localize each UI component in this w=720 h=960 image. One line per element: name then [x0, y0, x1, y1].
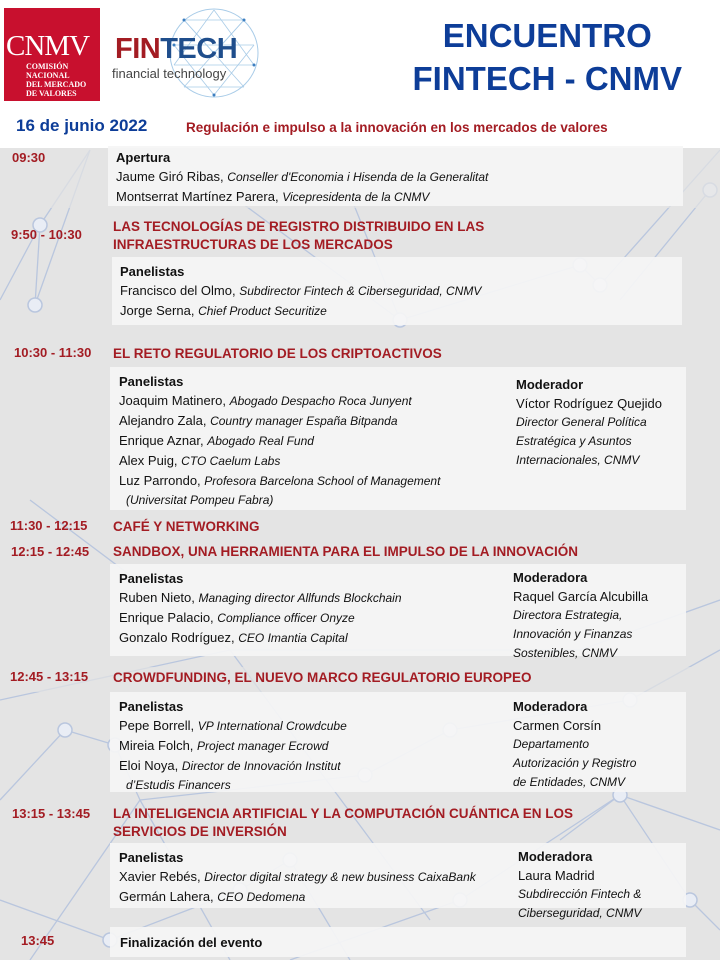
speaker-role: CEO Imantia Capital [238, 631, 348, 645]
moderator-role: Director General Política [516, 415, 647, 429]
session-title-line: INFRAESTRUCTURAS DE LOS MERCADOS [113, 237, 393, 252]
speaker [119, 867, 476, 887]
speaker-role: Abogado Real Fund [207, 434, 314, 448]
opening-panel [108, 146, 683, 206]
session-title-line: SERVICIOS DE INVERSIÓN [113, 824, 287, 839]
speaker [119, 887, 476, 907]
agenda-time: 12:15 - 12:45 [11, 544, 90, 559]
moderator-role: Innovación y Finanzas [513, 627, 633, 641]
moderator-label: Moderador [516, 377, 584, 392]
speaker-name: Jaume Giró Ribas, [116, 169, 224, 184]
agenda-time: 10:30 - 11:30 [14, 345, 92, 360]
speaker-role: CEO Dedomena [217, 890, 306, 904]
session-title [113, 805, 713, 841]
agenda-time: 13:45 [21, 933, 55, 948]
closing-box [110, 927, 686, 957]
session-title [113, 218, 673, 254]
cnmv-logo-line: COMISIÓN [26, 62, 69, 71]
panelists-box [110, 692, 686, 792]
panelists-label: Panelistas [119, 850, 184, 865]
agenda-time: 13:15 - 13:45 [12, 806, 91, 821]
cnmv-logo-line: NACIONAL [26, 71, 70, 80]
speaker-role: Abogado Despacho Roca Junyent [229, 394, 412, 408]
speaker-name: Pepe Borrell, [119, 718, 195, 733]
opening-title: Apertura [116, 150, 171, 165]
agenda-time: 12:45 - 13:15 [10, 669, 89, 684]
speaker-name: Alex Puig, [119, 453, 178, 468]
speaker-name: Montserrat Martínez Parera, [116, 189, 279, 204]
speaker-name: Enrique Aznar, [119, 433, 204, 448]
speaker [120, 301, 481, 321]
event-title-line2: FINTECH - CNMV [412, 60, 682, 97]
panelists-label: Panelistas [120, 264, 185, 279]
event-title-line1: ENCUENTRO [442, 17, 652, 54]
cnmv-logo-fullname [26, 62, 86, 98]
cnmv-logo-acronym: CNMV [6, 30, 90, 62]
event-title [413, 14, 682, 100]
speaker-name: Luz Parrondo, [119, 473, 201, 488]
speaker [119, 716, 347, 736]
speaker-role: CTO Caelum Labs [181, 454, 281, 468]
speaker [119, 411, 440, 431]
panelists-box [110, 564, 686, 660]
speaker-name: Germán Lahera, [119, 889, 214, 904]
panelists-label: Panelistas [119, 699, 184, 714]
speaker-name: Francisco del Olmo, [120, 283, 236, 298]
panelists-label: Panelistas [119, 571, 184, 586]
panelists-box [112, 257, 682, 325]
session-title: CROWDFUNDING, EL NUEVO MARCO REGULATORIO EUROPEO [113, 670, 532, 685]
speaker-role: Compliance officer Onyze [217, 611, 355, 625]
speaker-role: Managing director Allfunds Blockchain [198, 591, 402, 605]
speaker-role: Project manager Ecrowd [197, 739, 329, 753]
moderator-role: Ciberseguridad, CNMV [518, 906, 642, 920]
speaker-name: Gonzalo Rodríguez, [119, 630, 235, 645]
speaker-role: Chief Product Securitize [198, 304, 327, 318]
speaker-role: Director digital strategy & new business CaixaBank [204, 870, 476, 884]
moderator-label: Moderadora [513, 699, 588, 714]
speaker-role: Vicepresidenta de la CNMV [282, 190, 430, 204]
agenda-time: 9:50 - 10:30 [11, 227, 82, 242]
speaker-name: Mireia Folch, [119, 738, 194, 753]
speaker [119, 588, 402, 608]
event-date: 16 de junio 2022 [16, 116, 148, 135]
header [0, 0, 720, 148]
moderator-role: Estratégica y Asuntos [516, 434, 632, 448]
speaker-name: Joaquim Matinero, [119, 393, 226, 408]
moderator-box [513, 697, 683, 792]
speaker-role: Conseller d'Economia i Hisenda de la Generalitat [227, 170, 489, 184]
speaker-role: VP International Crowdcube [197, 719, 347, 733]
speaker [116, 187, 488, 207]
fintech-logo-subtitle: financial technology [112, 66, 227, 81]
speaker-role-continuation: (Universitat Pompeu Fabra) [126, 493, 274, 507]
cnmv-logo-line: DEL MERCADO [26, 80, 87, 89]
panelists-box [110, 843, 686, 920]
moderator-box [513, 568, 683, 663]
speaker-role-continuation: d’Estudis Financers [126, 778, 231, 792]
session-title-line: LA INTELIGENCIA ARTIFICIAL Y LA COMPUTACIÓN CUÁNTICA EN LOS [113, 806, 573, 821]
panelists-box [110, 367, 686, 510]
cnmv-logo [4, 8, 100, 101]
moderator-label: Moderadora [513, 570, 588, 585]
closing-title: Finalización del evento [120, 935, 263, 950]
speaker [119, 608, 402, 628]
speaker [119, 431, 440, 451]
speaker-name: Enrique Palacio, [119, 610, 214, 625]
speaker-role: Director de Innovación Institut [181, 759, 341, 773]
moderator-label: Moderadora [518, 849, 593, 864]
speaker-name: Ruben Nieto, [119, 590, 195, 605]
moderator-name: Raquel García Alcubilla [513, 589, 649, 604]
moderator-name: Carmen Corsín [513, 718, 602, 733]
fintech-logo-fin: FIN [115, 33, 161, 65]
cnmv-logo-line: DE VALORES [26, 89, 77, 98]
speaker-role: Country manager España Bitpanda [210, 414, 398, 428]
moderator-box [516, 375, 686, 470]
speaker-name: Jorge Serna, [120, 303, 195, 318]
session-title: EL RETO REGULATORIO DE LOS CRIPTOACTIVOS [113, 346, 442, 361]
moderator-name: Víctor Rodríguez Quejido [516, 396, 662, 411]
moderator-role: Autorización y Registro [513, 756, 637, 770]
speaker [119, 471, 440, 491]
moderator-role: Departamento [513, 737, 590, 751]
speaker-name: Xavier Rebés, [119, 869, 201, 884]
speaker [119, 391, 440, 411]
moderator-role: Sostenibles, CNMV [513, 646, 618, 660]
speaker-role: Profesora Barcelona School of Management [204, 474, 441, 488]
panelists-label: Panelistas [119, 374, 184, 389]
session-title: CAFÉ Y NETWORKING [113, 519, 260, 534]
session-title: SANDBOX, UNA HERRAMIENTA PARA EL IMPULSO DE LA INNOVACIÓN [113, 544, 579, 559]
moderator-role: Directora Estrategia, [513, 608, 623, 622]
fintech-logo [112, 5, 252, 100]
fintech-logo-title [115, 33, 237, 66]
speaker-name: Alejandro Zala, [119, 413, 207, 428]
speaker [120, 281, 481, 301]
moderator-name: Laura Madrid [518, 868, 595, 883]
moderator-role: Subdirección Fintech & [518, 887, 642, 901]
moderator-role: Internacionales, CNMV [516, 453, 640, 467]
moderator-role: de Entidades, CNMV [513, 775, 626, 789]
agenda-time: 09:30 [12, 150, 46, 165]
speaker [119, 451, 440, 471]
moderator-box [518, 847, 688, 923]
speaker [116, 167, 488, 187]
speaker [119, 756, 347, 776]
speaker [119, 736, 347, 756]
speaker-role: Subdirector Fintech & Ciberseguridad, CNMV [239, 284, 482, 298]
fintech-logo-tech: TECH [160, 33, 238, 65]
speaker [119, 628, 402, 648]
session-title-line: LAS TECNOLOGÍAS DE REGISTRO DISTRIBUIDO EN LAS [113, 219, 485, 234]
event-subtitle: Regulación e impulso a la innovación en los mercados de valores [186, 120, 608, 135]
agenda-time: 11:30 - 12:15 [10, 518, 88, 533]
speaker-name: Eloi Noya, [119, 758, 179, 773]
